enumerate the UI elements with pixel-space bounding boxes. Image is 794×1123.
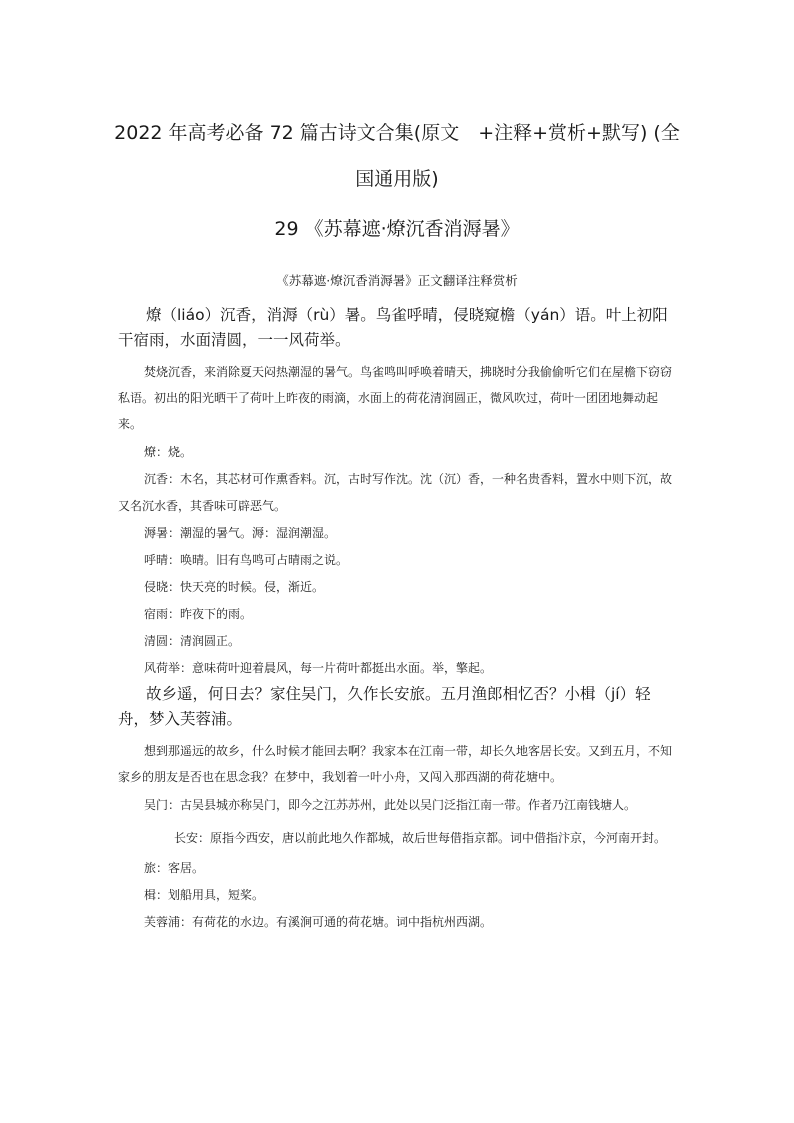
note-item: 呼晴：唤晴。旧有鸟鸣可占晴雨之说。 xyxy=(144,553,349,567)
translation-stanza-1: 焚烧沉香，来消除夏天闷热潮湿的暑气。鸟雀鸣叫呼唤着晴天，拂晓时分我偷偷听它们在屋檐下窃窃私语。初出的阳光晒干了荷叶上昨夜的雨滴，水面上的荷花清润圆正，微风吹过，荷叶一团团地舞动起来。 xyxy=(118,365,673,431)
note-item: 楫：划船用具，短桨。 xyxy=(144,888,265,902)
note-item: 侵晓：快天亮的时候。侵，渐近。 xyxy=(144,580,325,594)
note-item: 溽暑：潮湿的暑气。溽：湿润潮湿。 xyxy=(144,526,337,540)
note-item: 长安：原指今西安，唐以前此地久作都城，故后世每借指京都。词中借指汴京，今河南开封。 xyxy=(174,831,667,845)
note-item: 旅：客居。 xyxy=(144,861,205,875)
note-item: 沉香：木名，其芯材可作熏香料。沉，古时写作沈。沈（沉）香，一种名贵香料，置水中则下沉，故又名沉水香，其香味可辟恶气。 xyxy=(118,472,673,513)
note-item: 风荷举：意味荷叶迎着晨风，每一片荷叶都挺出水面。举，擎起。 xyxy=(144,661,493,675)
note-item: 宿雨：昨夜下的雨。 xyxy=(144,607,253,621)
note-item: 清圆：清润圆正。 xyxy=(144,634,241,648)
note-item: 吴门：古吴县城亦称吴门，即今之江苏苏州，此处以吴门泛指江南一带。作者乃江南钱塘人。 xyxy=(144,798,637,812)
document-title: 2022 年高考必备 72 篇古诗文合集(原文 +注释+赏析+默写) (全国通用版) xyxy=(114,122,680,190)
note-item: 芙蓉浦：有荷花的水边。有溪涧可通的荷花塘。词中指杭州西湖。 xyxy=(144,915,493,929)
translation-stanza-2: 想到那遥远的故乡，什么时候才能回去啊？我家本在江南一带，却长久地客居长安。又到五月，不知家乡的朋友是否也在思念我？在梦中，我划着一叶小舟，又闯入那西湖的荷花塘中。 xyxy=(118,744,673,784)
poem-stanza-1: 燎（liáo）沉香，消溽（rù）暑。鸟雀呼晴，侵晓窥檐（yán）语。叶上初阳干宿雨，水面清圆，一一风荷举。 xyxy=(118,306,668,349)
poem-stanza-2: 故乡遥，何日去？家住吴门，久作长安旅。五月渔郎相忆否？小楫（jí）轻舟，梦入芙蓉浦。 xyxy=(118,685,651,728)
note-item: 燎：烧。 xyxy=(144,445,193,459)
document-body xyxy=(118,303,676,936)
section-title: 29 《苏幕遮·燎沉香消溽暑》 xyxy=(274,218,520,240)
section-subtitle: 《苏幕遮·燎沉香消溽暑》正文翻译注释赏析 xyxy=(276,273,518,288)
